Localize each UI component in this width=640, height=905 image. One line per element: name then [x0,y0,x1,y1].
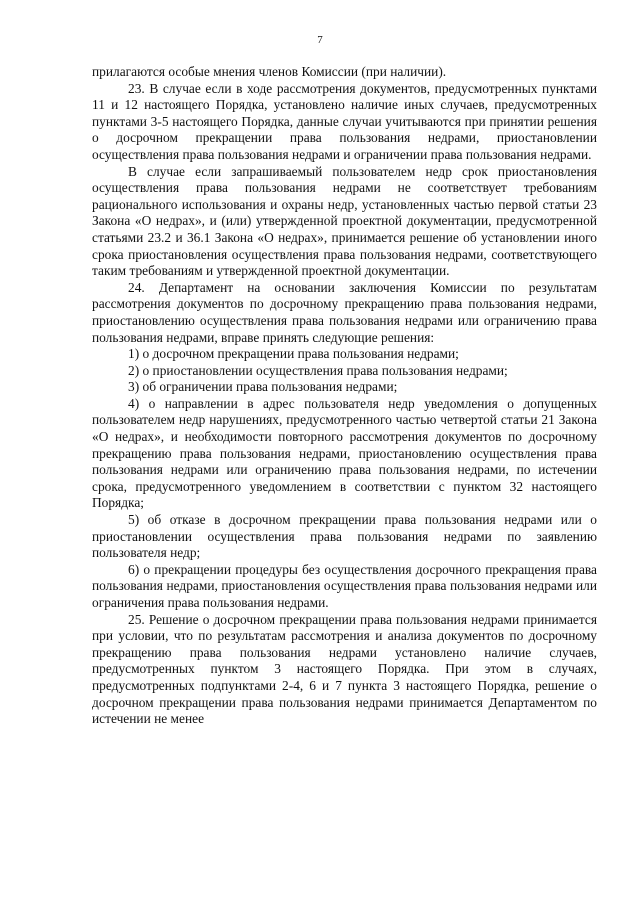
page-number: 7 [317,34,323,46]
decision-item-4: 4) о направлении в адрес пользователя недр уведомления о допущенных пользователем недр нарушениях, предусмотренного частью четвертой статьи 21 Закона «О недрах», и необходимости повторного рассмотрения документов по досрочному прекращению права пользования недрами, приостановлению осуществления права пользования недрами или ограничению права пользования недрами, по истечении срока, предусмотренного уведомлением в соответствии с пунктом 32 настоящего Порядка; [92,395,597,511]
paragraph-23: 23. В случае если в ходе рассмотрения документов, предусмотренных пунктами 11 и 12 настоящего Порядка, установлено наличие иных случаев, предусмотренных пунктами 3-5 настоящего Порядка, данные случаи учитываются при принятии решения о досрочном прекращении права пользования недрами, приостановлении осуществления права пользования недрами и ограничении права пользования недрами. [92,80,597,162]
decision-item-5: 5) об отказе в досрочном прекращении права пользования недрами или о приостановлении осуществления права пользования недрами по заявлению пользователя недр; [92,512,597,561]
paragraph-24: 24. Департамент на основании заключения Комиссии по результатам рассмотрения документов по досрочному прекращению права пользования недрами, приостановлению осуществления права пользования недрами или ограничению права пользования недрами, вправе принять следующие решения: [92,279,597,345]
paragraph-25: 25. Решение о досрочном прекращении права пользования недрами принимается при условии, что по результатам рассмотрения и анализа документов по досрочному прекращению права пользования недрами установлено наличие случаев, предусмотренных пунктом 3 настоящего Порядка. При этом в случаях, предусмотренных подпунктами 2-4, 6 и 7 пункта 3 настоящего Порядка, решение о досрочном прекращении права пользования недрами принимается Департаментом по истечении не менее [92,611,597,727]
decision-item-6: 6) о прекращении процедуры без осуществления досрочного прекращения права пользования недрами, приостановления осуществления права пользования недрами или ограничения права пользования недрами. [92,561,597,610]
paragraph-continuation: прилагаются особые мнения членов Комиссии (при наличии). [92,64,447,79]
paragraph-23-suspension-term: В случае если запрашиваемый пользователем недр срок приостановления осуществления права пользования недрами не соответствует требованиям рационального использования и охраны недр, установленных частью первой статьи 23 Закона «О недрах», и (или) утвержденной проектной документации, предусмотренной статьями 23.2 и 36.1 Закона «О недрах», принимается решение об установлении иного срока приостановления осуществления права пользования недрами, соответствующего таким требованиям и утвержденной проектной документации. [92,163,597,279]
document-body [92,64,597,728]
decision-item-1: 1) о досрочном прекращении права пользования недрами; [128,346,459,362]
decision-item-2: 2) о приостановлении осуществления права пользования недрами; [128,362,508,378]
decision-item-3: 3) об ограничении права пользования недрами; [128,379,398,395]
